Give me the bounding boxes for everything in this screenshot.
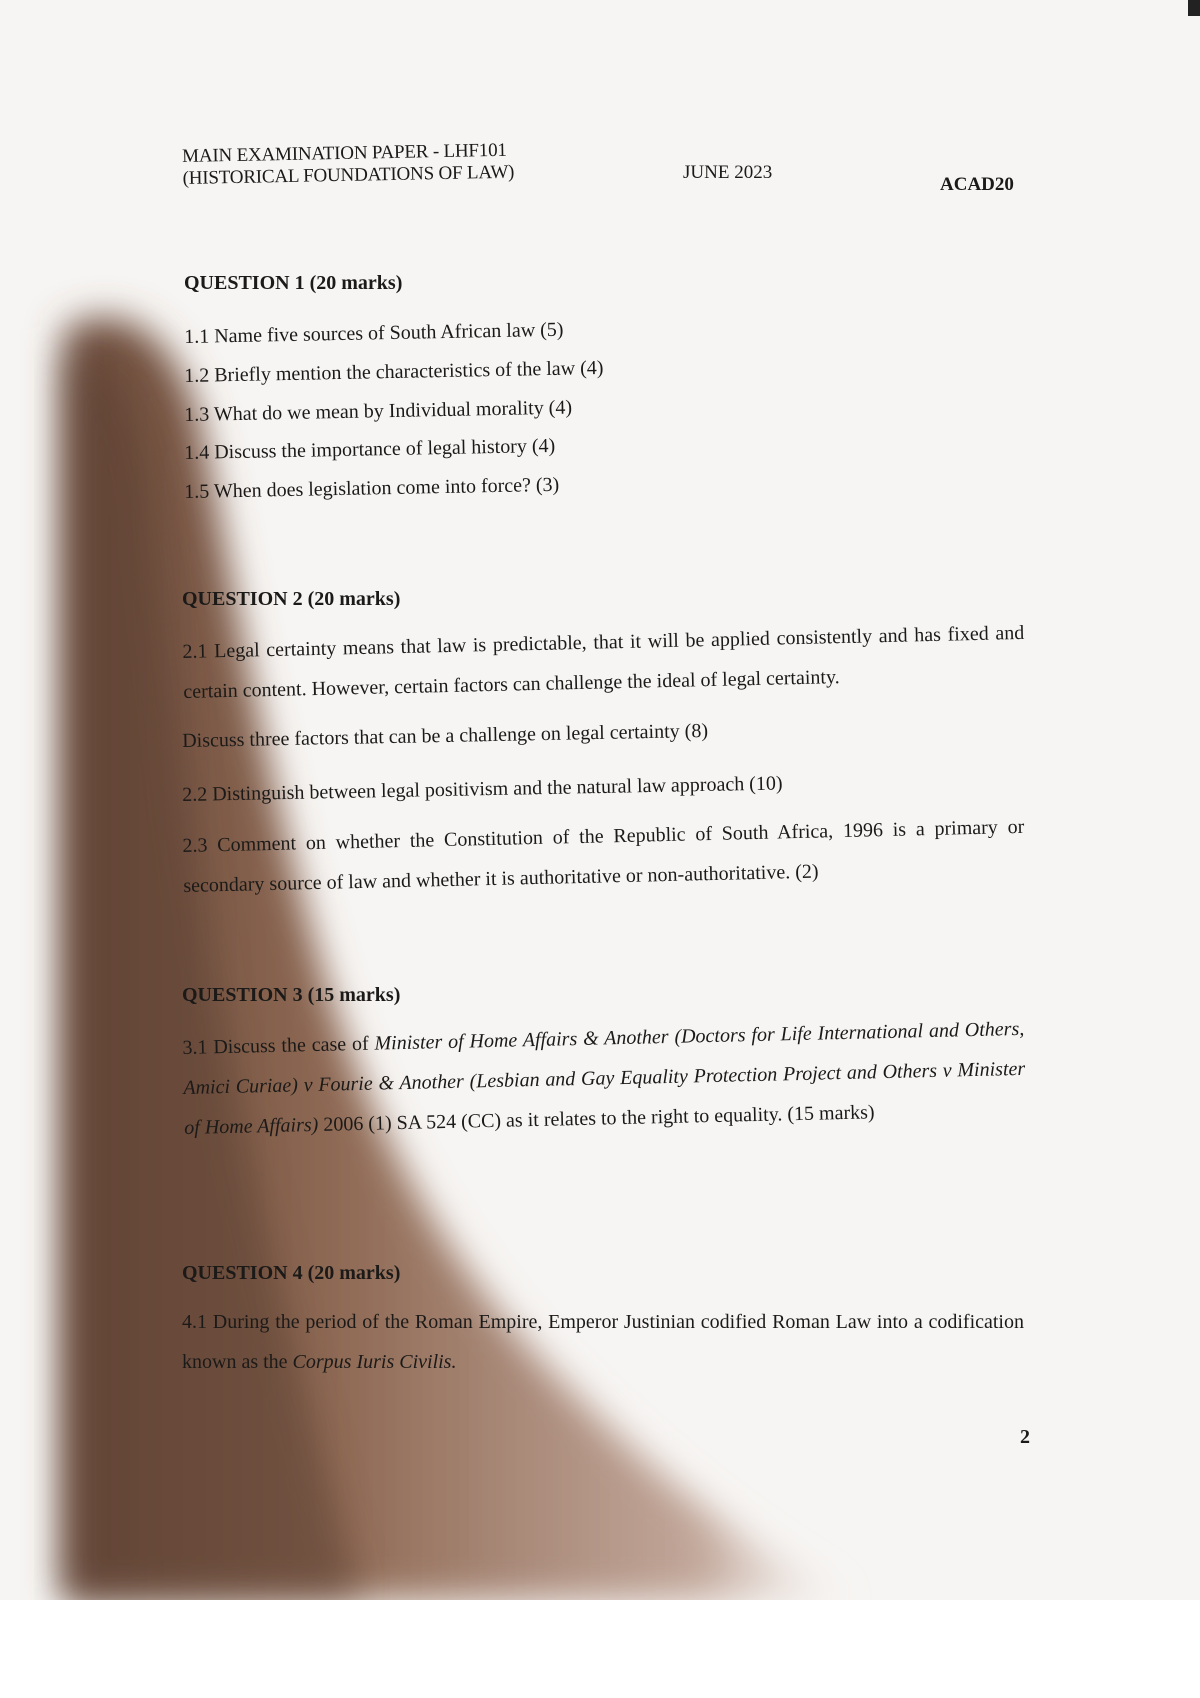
- question-1-1: 1.1 Name five sources of South African law (5): [184, 318, 564, 348]
- question-2-1: 2.1 Legal certainty means that law is predictable, that it will be applied consistently and has fixed and certain content. However, certain factors can challenge the ideal of legal certainty.: [182, 621, 1025, 703]
- exam-code: ACAD20: [940, 174, 1014, 195]
- question-3-heading: QUESTION 3 (15 marks): [182, 984, 401, 1006]
- q4-text-a: 4.1 During the period of the Roman Empire, Emperor Justinian codified Roman Law into a codification known as the: [182, 1311, 1024, 1373]
- course-name: (HISTORICAL FOUNDATIONS OF LAW): [182, 161, 515, 189]
- exam-title: MAIN EXAMINATION PAPER - LHF101: [182, 139, 507, 167]
- question-3-1: [182, 1009, 1027, 1148]
- question-1-4: 1.4 Discuss the importance of legal history (4): [184, 434, 556, 464]
- question-2-1-task: Discuss three factors that can be a challenge on legal certainty (8): [182, 719, 709, 752]
- exam-header: [182, 140, 514, 190]
- question-2-3: 2.3 Comment on whether the Constitution of the Republic of South Africa, 1996 is a primary or secondary source of law and whether it is authoritative or non-authoritative. (2): [182, 815, 1025, 897]
- exam-date: JUNE 2023: [683, 162, 773, 183]
- corpus-name: Corpus Iuris Civilis.: [292, 1351, 457, 1373]
- question-1-2: 1.2 Briefly mention the characteristics of the law (4): [184, 356, 604, 387]
- question-1-heading: QUESTION 1 (20 marks): [184, 272, 403, 294]
- question-2-heading: QUESTION 2 (20 marks): [182, 588, 401, 610]
- page-number: 2: [1020, 1426, 1030, 1448]
- question-2-2: 2.2 Distinguish between legal positivism and the natural law approach (10): [182, 772, 783, 806]
- question-4-heading: QUESTION 4 (20 marks): [182, 1262, 401, 1284]
- case-name: Minister of Home Affairs & Another (Doctors for Life International and Others, Amici Curiae) v Fourie & Another (Lesbian and Gay Equality Protection Project and Others v Minister of Home Affairs): [183, 1017, 1026, 1139]
- question-4-1: [182, 1302, 1024, 1382]
- q3-text-a: 3.1 Discuss the case of: [182, 1032, 375, 1059]
- question-1-3: 1.3 What do we mean by Individual morality (4): [184, 396, 573, 426]
- question-1-5: 1.5 When does legislation come into force? (3): [184, 473, 560, 503]
- q3-text-b: 2006 (1) SA 524 (CC) as it relates to the right to equality. (15 marks): [318, 1101, 875, 1136]
